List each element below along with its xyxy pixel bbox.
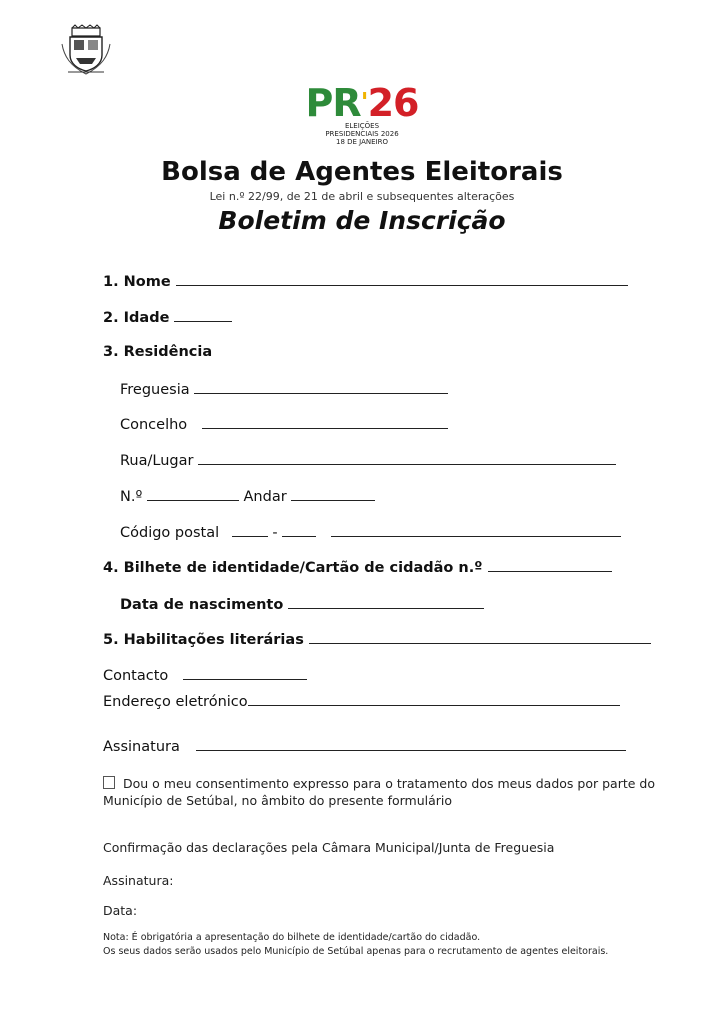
rua-input-line[interactable] bbox=[198, 450, 616, 465]
consent-block bbox=[103, 775, 655, 809]
email-label: Endereço eletrónico bbox=[103, 694, 248, 710]
idade-input-line[interactable] bbox=[174, 307, 232, 322]
field-email bbox=[103, 691, 620, 711]
contacto-label: Contacto bbox=[103, 668, 169, 684]
logo-line-3: 18 DE JANEIRO bbox=[336, 138, 388, 146]
field-idade bbox=[103, 307, 232, 327]
codigo-postal-label: Código postal bbox=[120, 525, 220, 541]
freguesia-input-line[interactable] bbox=[194, 379, 448, 394]
field-residencia bbox=[103, 343, 212, 361]
habilitacoes-label: 5. Habilitações literárias bbox=[103, 632, 304, 648]
nome-label: 1. Nome bbox=[103, 274, 171, 290]
field-habilitacoes bbox=[103, 629, 651, 649]
logo-quote-text: ' bbox=[360, 88, 368, 118]
municipal-crest-logo bbox=[58, 24, 114, 80]
field-freguesia bbox=[120, 379, 448, 399]
document-title: Bolsa de Agentes Eleitorais bbox=[161, 157, 563, 187]
contacto-input-line[interactable] bbox=[183, 665, 307, 680]
pr26-logo-mark bbox=[300, 81, 424, 125]
data-nascimento-input-line[interactable] bbox=[288, 594, 484, 609]
data-nascimento-label: Data de nascimento bbox=[120, 597, 284, 613]
codigo-postal-prefix-line[interactable] bbox=[232, 522, 268, 537]
codigo-postal-dash: - bbox=[272, 525, 278, 541]
bilhete-input-line[interactable] bbox=[488, 557, 612, 572]
confirmation-data: Data: bbox=[103, 903, 138, 918]
bilhete-label: 4. Bilhete de identidade/Cartão de cidadão n.º bbox=[103, 560, 483, 576]
confirmation-heading: Confirmação das declarações pela Câmara Municipal/Junta de Freguesia bbox=[103, 840, 555, 855]
field-rua bbox=[120, 450, 616, 470]
habilitacoes-input-line[interactable] bbox=[309, 629, 651, 644]
concelho-label: Concelho bbox=[120, 417, 188, 433]
confirmation-assinatura: Assinatura: bbox=[103, 873, 174, 888]
field-concelho bbox=[120, 414, 448, 434]
document-subtitle: Boletim de Inscrição bbox=[218, 206, 506, 235]
note-line-1: Nota: É obrigatória a apresentação do bilhete de identidade/cartão do cidadão. bbox=[103, 932, 481, 943]
field-numero-andar bbox=[120, 486, 375, 506]
consent-checkbox[interactable] bbox=[103, 776, 115, 789]
logo-line-2: PRESIDENCIAIS 2026 bbox=[325, 130, 399, 138]
assinatura-input-line[interactable] bbox=[196, 736, 626, 751]
rua-label: Rua/Lugar bbox=[120, 453, 194, 469]
andar-input-line[interactable] bbox=[291, 486, 375, 501]
field-nome bbox=[103, 271, 628, 291]
localidade-input-line[interactable] bbox=[331, 522, 621, 537]
field-contacto bbox=[103, 665, 307, 685]
field-codigo-postal bbox=[120, 522, 621, 542]
andar-label: Andar bbox=[243, 489, 287, 505]
note-line-2: Os seus dados serão usados pelo Município de Setúbal apenas para o recrutamento de agentes eleitorais. bbox=[103, 946, 609, 957]
consent-text: Dou o meu consentimento expresso para o tratamento dos meus dados por parte do Município de Setúbal, no âmbito do presente formulário bbox=[103, 776, 655, 808]
assinatura-label: Assinatura bbox=[103, 739, 180, 755]
election-logo bbox=[300, 81, 424, 146]
field-data-nascimento bbox=[120, 594, 484, 614]
logo-line-1: ELEIÇÕES bbox=[344, 122, 380, 130]
idade-label: 2. Idade bbox=[103, 310, 170, 326]
law-reference: Lei n.º 22/99, de 21 de abril e subsequentes alterações bbox=[209, 190, 515, 203]
field-assinatura bbox=[103, 736, 626, 756]
concelho-input-line[interactable] bbox=[202, 414, 448, 429]
numero-label: N.º bbox=[120, 489, 143, 505]
email-input-line[interactable] bbox=[248, 691, 620, 706]
residencia-label: 3. Residência bbox=[103, 344, 213, 360]
nome-input-line[interactable] bbox=[176, 271, 628, 286]
logo-26-text: 26 bbox=[367, 81, 419, 125]
numero-input-line[interactable] bbox=[147, 486, 239, 501]
field-bilhete bbox=[103, 557, 612, 577]
codigo-postal-suffix-line[interactable] bbox=[282, 522, 316, 537]
freguesia-label: Freguesia bbox=[120, 382, 190, 398]
logo-pr-text: PR bbox=[305, 81, 361, 125]
